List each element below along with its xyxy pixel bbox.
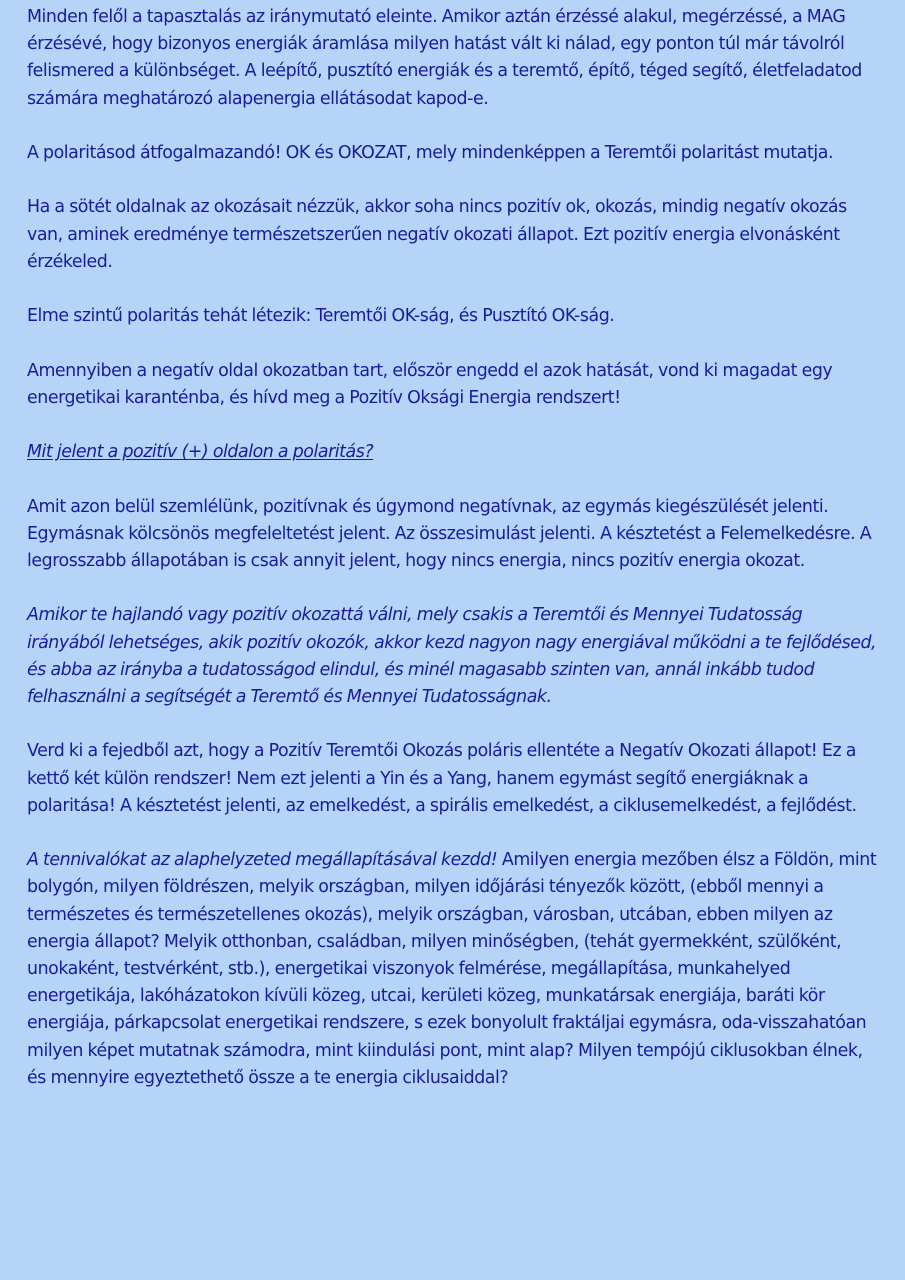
paragraph-polarity: A polaritásod átfogalmazandó! OK és OKOZAT, mely mindenképpen a Teremtői polaritást mutatja. [27, 143, 834, 163]
paragraph-dark-side: Ha a sötét oldalnak az okozásait nézzük, akkor soha nincs pozitív ok, okozás, mindig negatív okozás van, aminek eredménye természetszerűen negatív okozati állapot. Ezt pozitív energia elvonásként érzékeled. [27, 197, 847, 272]
tasks-body: Amilyen energia mezőben élsz a Földön, mint bolygón, milyen földrészen, melyik országban, milyen időjárási tényezők között, (ebből mennyi a természetes és természetellenes okozás), melyik országban, városban, utcában, ebben milyen az energia állapot? Melyik otthonban, családban, milyen minőségben, (tehát gyermekként, szülőként, unokaként, testvérként, stb.), energetikai viszonyok felmérése, megállapítása, munkahelyed energetikája, lakóházatokon kívüli közeg, utcai, kerületi közeg, munkatársak energiája, baráti kör energiája, párkapcsolat energetikai rendszere, s ezek bonyolult fraktáljai egymásra, oda-visszahatóan milyen képet mutatnak számodra, mint kiindulási pont, mint alap? Milyen tempójú ciklusokban élnek, és mennyire egyeztethető össze a te energia ciklusaiddal? [27, 850, 877, 1088]
tasks-lead: A tennivalókat az alaphelyzeted megállapításával kezdd! [27, 850, 498, 871]
paragraph-complement: Amit azon belül szemlélünk, pozitívnak és úgymond negatívnak, az egymás kiegészülését jelenti. Egymásnak kölcsönös megfeleltetést jelent. Az összesimulást jelenti. A késztetést a Felemelkedésre. A legrosszabb állapotában is csak annyit jelent, hogy nincs energia, nincs pozitív energia okozat. [27, 496, 872, 571]
paragraph-quarantine: Amennyiben a negatív oldal okozatban tart, először engedd el azok hatását, vond ki magadat egy energetikai karanténba, és hívd meg a Pozitív Oksági Energia rendszert! [27, 360, 833, 408]
paragraph-mind-polarity: Elme szintű polaritás tehát létezik: Teremtői OK-ság, és Pusztító OK-ság. [27, 306, 615, 327]
paragraph-tasks [27, 847, 883, 1092]
paragraph-yin-yang: Verd ki a fejedből azt, hogy a Pozitív Teremtői Okozás poláris ellentéte a Negatív Okozati állapot! Ez a kettő két külön rendszer! Nem ezt jelenti a Yin és a Yang, hanem egymást segítő energiáknak a polaritása! A késztetést jelenti, az emelkedést, a spirális emelkedést, a ciklusemelkedést, a fejlődést. [27, 741, 857, 816]
paragraph-positive-cause: Amikor te hajlandó vagy pozitív okozattá válni, mely csakis a Teremtői és Mennyei Tudatosság irányából lehetséges, akik pozitív okozók, akkor kezd nagyon nagy energiával működni a te fejlődésed, és abba az irányba a tudatosságod elindul, és minél magasabb szinten van, annál inkább tudod felhasználni a segítségét a Teremtő és Mennyei Tudatosságnak. [27, 605, 877, 707]
section-heading: Mit jelent a pozitív (+) oldalon a polaritás? [27, 442, 374, 463]
paragraph-intro: Minden felől a tapasztalás az iránymutató eleinte. Amikor aztán érzéssé alakul, megérzéssé, a MAG érzésévé, hogy bizonyos energiák áramlása milyen hatást vált ki nálad, egy ponton túl már távolról felismered a különbséget. A leépítő, pusztító energiák és a teremtő, építő, téged segítő, életfeladatod számára meghatározó alapenergia ellátásodat kapod-e. [27, 7, 862, 109]
